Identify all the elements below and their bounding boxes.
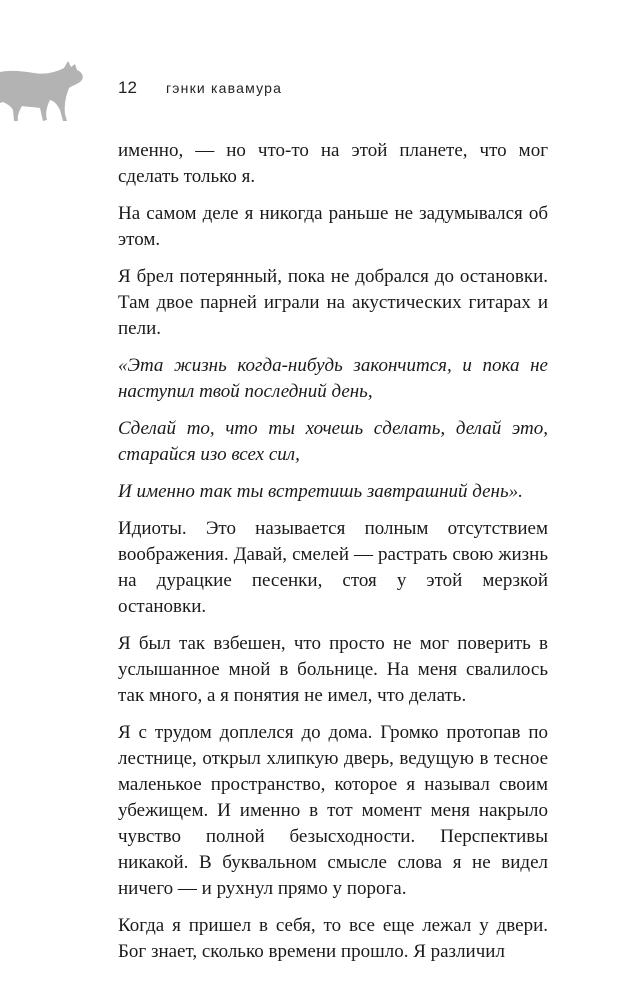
paragraph: Я брел потерянный, пока не добрался до остановки. Там двое парней играли на акустических гитарах и пели. — [118, 266, 548, 339]
paragraph: именно, — но что-то на этой планете, что мог сделать только я. — [118, 140, 548, 187]
page-number: 12 — [118, 78, 137, 97]
paragraph: Я был так взбешен, что просто не мог поверить в услышанное мной в больнице. На меня свалилось так много, а я понятия не имел, что делать. — [118, 633, 548, 706]
body-text — [118, 138, 548, 976]
paragraph: Когда я пришел в себя, то все еще лежал у двери. Бог знает, сколько времени прошло. Я различил — [118, 915, 548, 962]
walking-cat-silhouette-icon — [0, 58, 88, 124]
paragraph: На самом деле я никогда раньше не задумывался об этом. — [118, 203, 548, 250]
paragraph: Я с трудом доплелся до дома. Громко протопав по лестнице, открыл хлипкую дверь, ведущую в тесное маленькое пространство, которое я называл своим убежищем. И именно в тот момент меня накрыло чувство полной безысходности. Перспективы никакой. В буквальном смысле слова я не видел ничего — и рухнул прямо у порога. — [118, 722, 548, 899]
song-lyric-line: «Эта жизнь когда-нибудь закончится, и пока не наступил твой последний день, — [118, 355, 548, 402]
song-lyric-line: И именно так ты встретишь завтрашний день». — [118, 481, 523, 502]
running-head: гэнки кавамура — [166, 80, 283, 96]
song-lyric-line: Сделай то, что ты хочешь сделать, делай это, старайся изо всех сил, — [118, 418, 548, 465]
page-header — [118, 78, 282, 102]
paragraph: Идиоты. Это называется полным отсутствием воображения. Давай, смелей — растрать свою жизнь на дурацкие песенки, стоя у этой мерзкой остановки. — [118, 518, 548, 617]
